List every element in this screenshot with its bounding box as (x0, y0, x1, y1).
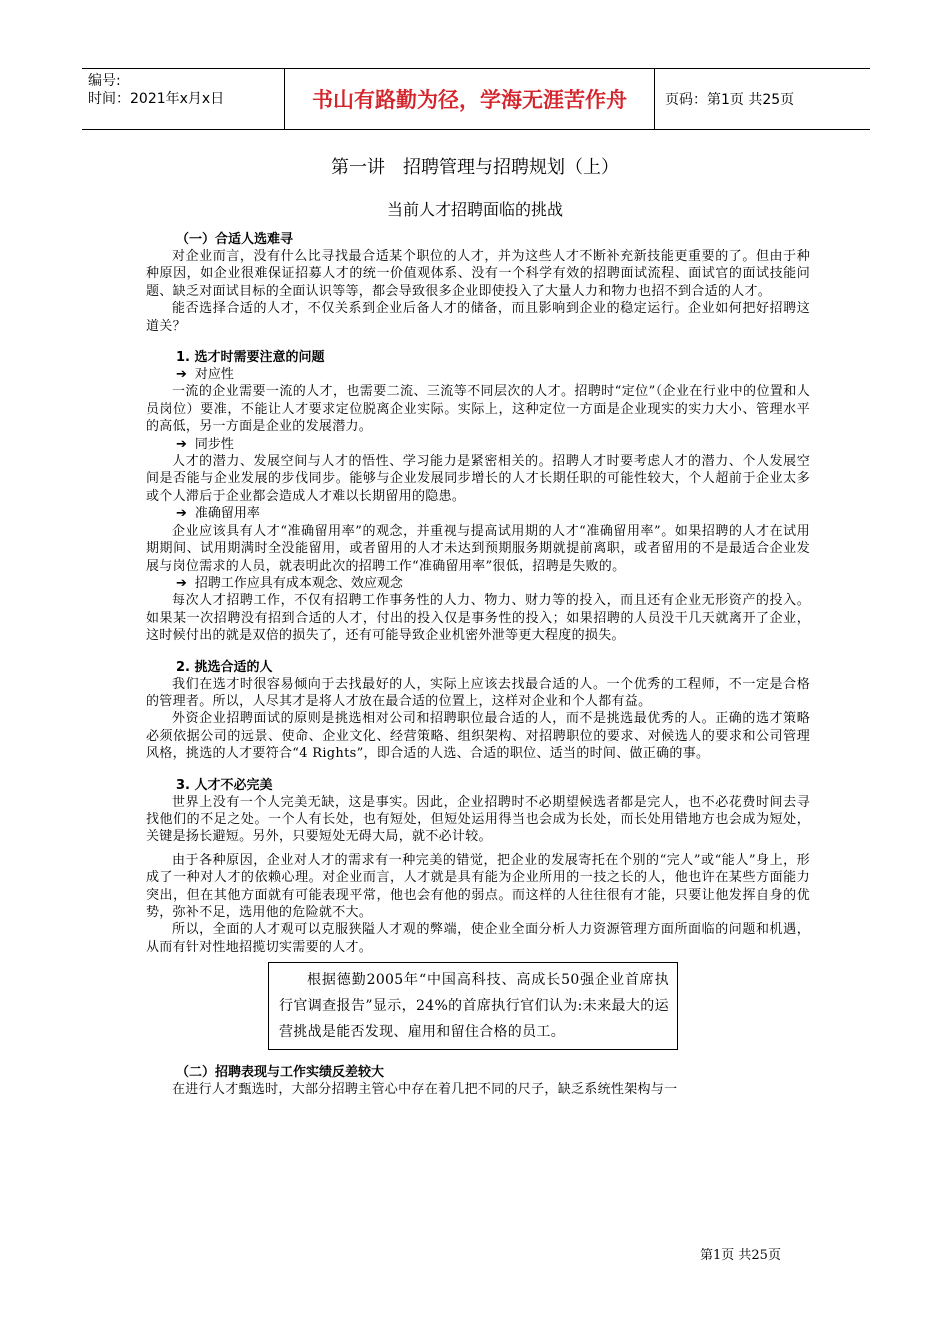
bullet-item: ➔ 同步性 (176, 436, 234, 452)
arrow-right-icon: ➔ (176, 506, 187, 522)
document-body (146, 231, 810, 1099)
paragraph: 一流的企业需要一流的人才，也需要二流、三流等不同层次的人才。招聘时“定位”（企业在行业中的位置和人员岗位）要准，不能让人才要求定位脱离企业实际。实际上，这种定位一方面是企业现实的实力大小、管理水平的高低，另一方面是企业的发展潜力。 (146, 384, 810, 435)
paragraph: 能否选择合适的人才，不仅关系到企业后备人才的储备，而且影响到企业的稳定运行。企业如何把好招聘这道关？ (146, 301, 810, 334)
header-page-info: 页码：第1页 共25页 (665, 92, 795, 108)
arrow-right-icon: ➔ (176, 575, 187, 591)
quote-box (268, 962, 678, 1050)
paragraph: 每次人才招聘工作，不仅有招聘工作事务性的人力、物力、财力等的投入，而且还有企业无形资产的投入。如果某一次招聘没有招到合适的人才，付出的投入仅是事务性的投入；如果招聘的人员没干几天就离开了企业，这时候付出的就是双倍的损失了，还有可能导致企业机密外泄等更大程度的损失。 (146, 593, 810, 644)
paragraph: 我们在选才时很容易倾向于去找最好的人，实际上应该去找最合适的人。一个优秀的工程师，不一定是合格的管理者。所以，人尽其才是将人才放在最合适的位置上，这样对企业和个人都有益。 (146, 676, 810, 709)
bullet-item: ➔ 准确留用率 (176, 506, 260, 522)
page-header (82, 68, 870, 130)
paragraph: 在进行人才甄选时，大部分招聘主管心中存在着几把不同的尺子，缺乏系统性架构与一 (172, 1082, 678, 1098)
paragraph: 世界上没有一个人完美无缺，这是事实。因此，企业招聘时不必期望候选者都是完人，也不必花费时间去寻找他们的不足之处。一个人有长处，也有短处，但短处运用得当也会成为长处，而长处用错地方也会成为短处，关键是扬长避短。另外，只要短处无碍大局，就不必计较。 (146, 794, 810, 845)
section2-heading: （二）招聘表现与工作实绩反差较大 (176, 1065, 385, 1081)
header-motto: 书山有路勤为径，学海无涯苦作舟 (284, 69, 655, 129)
arrow-right-icon: ➔ (176, 436, 187, 452)
page-subtitle: 当前人才招聘面临的挑战 (386, 200, 563, 219)
sub1-heading: 1. 选才时需要注意的问题 (176, 350, 325, 366)
paragraph: 外资企业招聘面试的原则是挑选相对公司和招聘职位最合适的人，而不是挑选最优秀的人。正确的选才策略必须依据公司的远景、使命、企业文化、经营策略、组织架构、对招聘职位的要求、对候选人的要求和公司管理风格，挑选的人才要符合“4 Rights”，即合适的人选、合适的职位、适当的时间、做正确的事。 (146, 711, 810, 762)
sub2-heading: 2. 挑选合适的人 (176, 659, 273, 675)
paragraph: 企业应该具有人才“准确留用率”的观念，并重视与提高试用期的人才“准确留用率”。如果招聘的人才在试用期期间、试用期满时全没能留用，或者留用的人才未达到预期服务期就提前离职，或者留用的不是最适合企业发展与岗位需求的人员，就表明此次的招聘工作“准确留用率”很低，招聘是失败的。 (146, 523, 810, 574)
bullet-item: ➔ 招聘工作应具有成本观念、效应观念 (176, 575, 403, 591)
header-meta (82, 69, 284, 129)
time-label: 时间：2021年x月x日 (88, 91, 225, 107)
section1-heading: （一）合适人选难寻 (176, 232, 294, 247)
paragraph: 所以，全面的人才观可以克服狭隘人才观的弊端，使企业全面分析人力资源管理方面所面临的问题和机遇，从而有针对性地招揽切实需要的人才。 (146, 922, 810, 955)
sub3-heading: 3. 人才不必完美 (176, 777, 273, 793)
paragraph: 人才的潜力、发展空间与人才的悟性、学习能力是紧密相关的。招聘人才时要考虑人才的潜力、个人发展空间是否能与企业发展的步伐同步。能够与企业发展同步增长的人才长期任职的可能性较大，个人超前于企业太多或个人滞后于企业都会造成人才难以长期留用的隐患。 (146, 454, 810, 504)
page-title: 第一讲 招聘管理与招聘规划（上） (331, 157, 619, 178)
number-label: 编号: (88, 73, 121, 89)
paragraph: 由于各种原因，企业对人才的需求有一种完美的错觉，把企业的发展寄托在个别的“完人”或“能人”身上，形成了一种对人才的依赖心理。对企业而言，人才就是具有能为企业所用的一技之长的人，他也许在某些方面能力突出，但在其他方面就有可能表现平常，他也会有他的弱点。而这样的人往往很有才能，只要让他发挥自身的优势，弥补不足，选用他的危险就不大。 (146, 852, 810, 920)
page-footer: 第1页 共25页 (700, 1248, 781, 1263)
quote-text: 根据德勤2005年“中国高科技、高成长50强企业首席执行官调查报告”显示，24%的首席执行官们认为:未来最大的运营挑战是能否发现、雇用和留住合格的员工。 (279, 972, 669, 1041)
bullet-item: ➔ 对应性 (176, 367, 234, 383)
paragraph: 对企业而言，没有什么比寻找最合适某个职位的人才，并为这些人才不断补充新技能更重要的了。但由于种种原因，如企业很难保证招募人才的统一价值观体系、没有一个科学有效的招聘面试流程、面试官的面试技能问题、缺乏对面试目标的全面认识等等，都会导致很多企业即使投入了大量人力和物力也招不到合适的人才。 (146, 249, 810, 299)
arrow-right-icon: ➔ (176, 367, 187, 383)
